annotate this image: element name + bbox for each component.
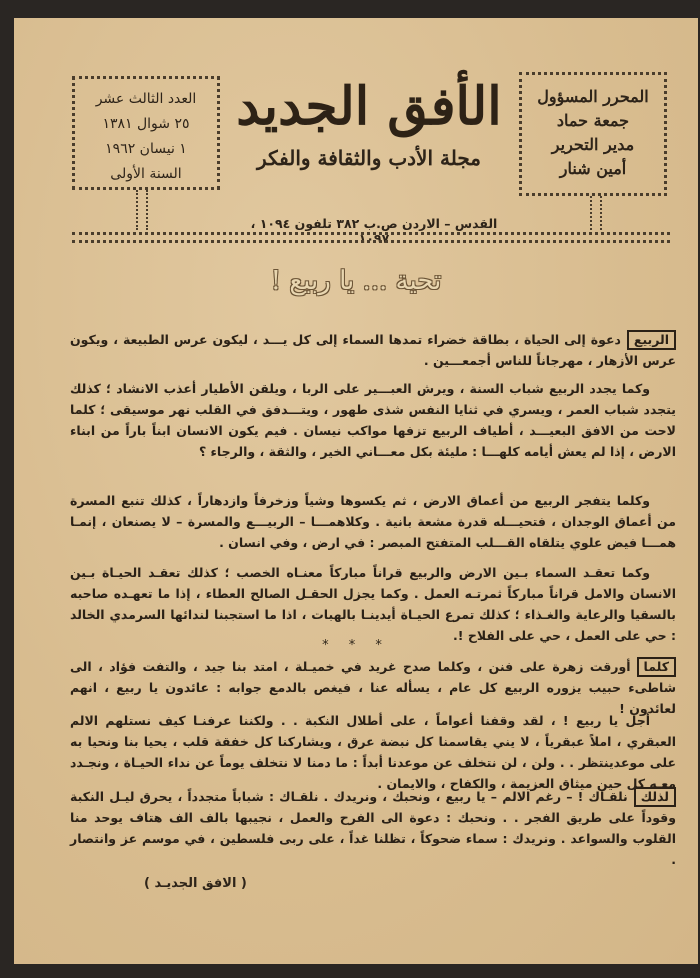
lead-word-spring: الربيع bbox=[627, 330, 676, 350]
right-box-connector bbox=[590, 196, 602, 230]
magazine-page bbox=[14, 18, 698, 964]
section-separator: * * * bbox=[322, 638, 390, 653]
contact-address: القدس – الاردن ص.ب ٣٨٢ تلفون ١٠٩٤ ، ١٠٩٧ bbox=[250, 216, 498, 246]
article-signature: ( الافق الجديـد ) bbox=[144, 876, 247, 891]
article-headline: تحية ... يا ربيع ! bbox=[270, 266, 442, 296]
managing-editor-label: مدير التحرير bbox=[551, 135, 635, 154]
magazine-subtitle: مجلة الأدب والثقافة والفكر bbox=[257, 146, 481, 170]
header-rule-top bbox=[72, 232, 670, 235]
managing-editor-name: أمين شنار bbox=[559, 159, 627, 178]
gregorian-date: ١ نيسان ١٩٦٢ bbox=[105, 141, 187, 157]
article-section2-para-2: أجل يا ربيع ! ، لقد وقفنا أعواماً ، على أطلال النكبة . . ولكننا عرفنـا كيف نستلهم الالم العبقري ، املاً عبقرياً ، لا يني يقاسمنا كل نبضة عرق ، ويشاركنا كل خفقة قلب ، يحيا بنا ونحيا به على موعدينتظر . . ولن ، لن نتخلف عن موعدنا أبداً : ما دمنا لا نتخلف يوماً عن نداء الحيـاة ، ونجـدد معـه كل حين ميثاق العزيمة ، والكفاح ، والايمان . bbox=[70, 713, 676, 791]
magazine-title: الأفق الجديد bbox=[236, 76, 502, 137]
editor-in-charge-label: المحرر المسؤول bbox=[537, 87, 649, 106]
header-rule-bottom bbox=[72, 240, 670, 243]
lead-word-whenever: كلما bbox=[637, 657, 676, 677]
issue-number: العدد الثالث عشر bbox=[95, 91, 197, 107]
editor-info-box bbox=[519, 72, 667, 196]
article-para-2: وكما يجدد الربيع شباب السنة ، ويرش العبـــير على الربا ، ويلقن الأطيار أعذب الانشاد ؛ كذلك يتجدد شباب العمر ، ويسري في ثنايا النفس شذى طهور ، ويتـــدفق في القلب نهر موسيقى ؛ كلما لاحت من الافق البعيـــد ، أطياف الربيع تزفها مواكب نيسان . فيم يكون الانسان ابناً باراً من ابناء الارض ، إذا لم يعش أيامه كلهـــا : مليئة بكل معـــاني الخير ، والثقة ، والرجاء ؟ bbox=[70, 381, 676, 459]
issue-info-box bbox=[72, 76, 220, 190]
masthead bbox=[224, 72, 514, 170]
publication-year: السنة الأولى bbox=[110, 166, 182, 182]
hijri-date: ٢٥ شوال ١٣٨١ bbox=[102, 116, 190, 132]
editor-in-charge-name: جمعة حماد bbox=[556, 111, 630, 130]
article-section2-para-1: كلماأورقت زهرة على فنن ، وكلما صدح غريد في خميـلة ، امتد بنا جيد ، والتفت فؤاد ، الى شاطىء حبيب يزوره الربيع كل عام ، يسأله عنا ، فيغص بالدمع جوابه : عائدون يا ربيع ، انهم لعائدون ! bbox=[70, 659, 676, 716]
left-box-connector bbox=[136, 190, 148, 230]
article-para-3: وكلما يتفجر الربيع من أعماق الارض ، ثم يكسوها وشياً وزخرفاً وازدهاراً ، كذلك تنبع المسرة من أعماق الوجدان ، فتحيـــله قدرة مشعة بانية . وكلاهمـــا – الربيـــع والمسرة – لا يصنعان ، إنمـا همـــا فيض علوي يتلقاه القـــلب المتفتح المبصر : في ارض ، وفي انسان . bbox=[70, 493, 676, 550]
lead-word-therefore: لذلك bbox=[634, 787, 676, 807]
article-para-1: الربيعدعوة إلى الحياة ، بطاقة خضراء تمدها السماء إلى كل يـــد ، ليكون عرس الطبيعة ، ويكون عرس الأزهار ، مهرجاناً للناس أجمعـــين . bbox=[70, 332, 676, 368]
article-para-4: وكما تعقـد السماء بـين الارض والربيع قراناً مباركاً معنـاه الخصب ؛ كذلك تعقـد الحيـاة بـين الانسان والامل قراناً مباركاً ثمرتـه العمل . وكما يجزل الحقـل الصالح العطاء ، إذا ما تعهـده صاحبه بالسقيا والرعاية والغـذاء ؛ كذلك تمرع الحيـاة أيدينـا بالهبات ، اذا ما استجبنا لندائها السرمدي الخالد : حي على العمل ، حي على الفلاح !. bbox=[70, 565, 676, 643]
article-section2-para-3: لذلكنلقـاك ! – رغم الالم – يا ربيع ، ونحبك ، ونريدك . نلقـاك : شباباً متجدداً ، يحرق ليـل النكبة وقوداً على طريق الفجر . . ونحبك : دعوة الى الفرح والعمل ، نجيبها بالف الف هتاف يوحد منا القلوب والسواعد . ونريدك : سماء ضحوكاً ، تظلنا غداً ، على ربى فلسطين ، في موسم عز وانتصار . bbox=[70, 789, 676, 867]
